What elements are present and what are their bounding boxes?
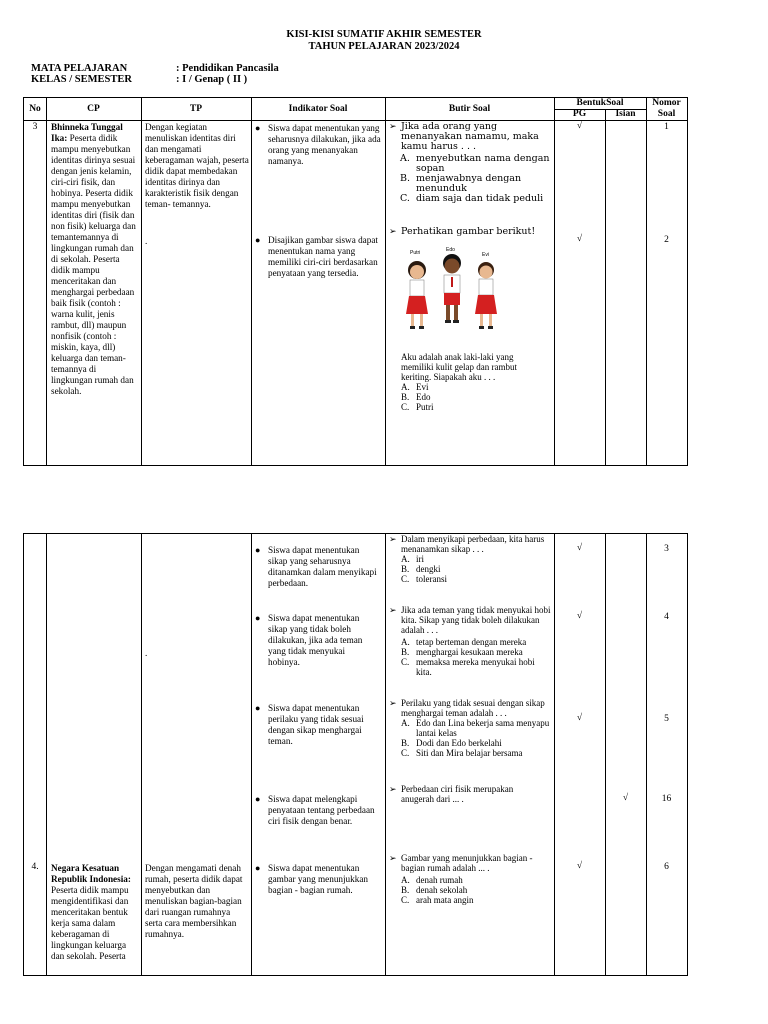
tp-text: Dengan kegiatan menuliskan identitas diri dan mengamati keberagaman wajah, peserta didik dapat membedakan identitas dirinya dan karakteristik fisik dengan teman- temannya. — [145, 122, 249, 209]
kisi-kisi-table-page1 — [23, 97, 688, 466]
indikator-3-text: Siswa dapat menentukan sikap yang seharusnya ditanamkan dalam menyikapi perbedaan. — [268, 545, 377, 588]
cp-cell-4 — [51, 863, 137, 962]
cp-title-4: Negara Kesatuan Republik Indonesia: — [51, 863, 131, 884]
children-illustration — [402, 246, 502, 338]
question-6-option-a: A. denah rumah — [401, 875, 463, 885]
question-3-stem-text: Dalam menyikapi perbedaan, kita harus menanamkan sikap . . . — [401, 534, 545, 554]
indikator-3: ● Siswa dapat menentukan sikap yang seharusnya ditanamkan dalam menyikapi perbedaan. — [255, 545, 377, 588]
indikator-2-text: Disajikan gambar siswa dapat menentukan nama yang memiliki ciri-ciri berdasarkan penyataan yang tersedia. — [268, 235, 378, 278]
indikator-16-text: Siswa dapat melengkapi penyataan tentang perbedaan ciri fisik dengan benar. — [268, 794, 375, 826]
indikator-1-text: Siswa dapat menentukan yang seharusnya dilakukan, jika ada orang yang menanyakan namanya. — [268, 123, 381, 166]
question-5-option-b: B. Dodi dan Edo berkelahi — [401, 738, 502, 748]
q3-nomor: 3 — [664, 544, 669, 554]
tp-dot-2: . — [145, 648, 148, 658]
q4-nomor: 4 — [664, 612, 669, 622]
question-2-stem-text: Perhatikan gambar berikut! — [401, 226, 536, 237]
question-1-option-c: C. diam saja dan tidak peduli — [400, 193, 544, 204]
question-5-stem: ➢ Perilaku yang tidak sesuai dengan sikap menghargai teman adalah . . . — [389, 698, 545, 718]
col-header-nomor — [646, 98, 687, 120]
question-6-stem: ➢ Gambar yang menunjukkan bagian - bagian rumah adalah ... . — [389, 853, 533, 873]
class-label: KELAS / SEMESTER — [31, 74, 132, 85]
q5-nomor: 5 — [664, 714, 669, 724]
question-5-option-a: A. Edo dan Lina bekerja sama menyapu lantai kelas — [401, 718, 550, 738]
question-4-option-c: C. memaksa mereka menyukai hobi kita. — [401, 657, 535, 677]
indikator-4: ● Siswa dapat menentukan sikap yang tidak boleh dilakukan, jika ada teman yang tidak menyukai hobinya. — [255, 613, 363, 667]
question-4-option-b: B. menghargai kesukaan mereka — [401, 647, 523, 657]
question-3-option-b: B. dengki — [401, 564, 441, 574]
q6-pg-check: √ — [576, 861, 583, 871]
subject-label: MATA PELAJARAN — [31, 63, 128, 74]
question-3-option-a: A. iri — [401, 554, 424, 564]
question-3-option-c: C. toleransi — [401, 574, 447, 584]
q3-pg-check: √ — [576, 543, 583, 553]
document-subtitle: TAHUN PELAJARAN 2023/2024 — [308, 41, 460, 52]
cp-title: Bhinneka Tunggal Ika: — [51, 122, 123, 143]
question-6-stem-text: Gambar yang menunjukkan bagian - bagian rumah adalah ... . — [401, 853, 533, 873]
col-header-pg: PG — [572, 109, 587, 119]
question-6-option-b: B. denah sekolah — [401, 885, 468, 895]
indikator-6: ● Siswa dapat menentukan gambar yang menunjukkan bagian - bagian rumah. — [255, 863, 369, 895]
question-3-stem: ➢ Dalam menyikapi perbedaan, kita harus menanamkan sikap . . . — [389, 534, 545, 554]
question-4-stem-text: Jika ada teman yang tidak menyukai hobi kita. Sikap yang tidak boleh dilakukan adalah . . . — [401, 605, 551, 635]
kisi-kisi-table-page2 — [23, 533, 688, 976]
col-header-no: No — [29, 104, 41, 114]
col-header-nomor-line1: Nomor — [652, 98, 681, 108]
col-header-bentuk: BentukSoal — [576, 98, 624, 108]
question-4-options — [401, 637, 551, 677]
question-4-option-a: A. tetap berteman dengan mereka — [401, 637, 527, 647]
indikator-16: ● Siswa dapat melengkapi penyataan tentang perbedaan ciri fisik dengan benar. — [255, 794, 375, 826]
cp-description: Peserta didik mampu menyebutkan identitas dirinya sesuai dengan jenis kelamin, ciri-ciri fisik, dan hobinya. Peserta didik mampu menyebutkan identitas diri (fisik dan non fisik) keluarga dan temantemannya di lingkungan rumah dan di sekolah. Peserta didik mampu menceritakan dan menghargai perbedaan baik fisik (contoh : warna kulit, jenis rambut, dll) maupun nonfisik (contoh : miskin, kaya, dll) keluarga dan teman-temannya di lingkungan rumah dan sekolah. — [51, 133, 136, 396]
question-1-options — [400, 154, 550, 204]
q2-nomor: 2 — [664, 235, 669, 245]
q5-pg-check: √ — [576, 713, 583, 723]
question-6-option-c: C. arah mata angin — [401, 895, 474, 905]
col-header-tp: TP — [189, 104, 203, 114]
question-2-stem: ➢ Perhatikan gambar berikut! — [389, 226, 536, 237]
col-header-nomor-line2: Soal — [657, 109, 676, 119]
tp-dot: . — [145, 236, 148, 246]
question-1-option-a: A. menyebutkan nama dengan sopan — [400, 153, 550, 174]
child-evi-figure — [475, 262, 497, 329]
question-2-option-b: B. Edo — [401, 392, 431, 402]
question-6-options — [401, 875, 551, 905]
row-number: 3 — [32, 122, 38, 132]
child-name-evi: Evi — [482, 252, 489, 258]
question-2-option-c: C. Putri — [401, 402, 434, 412]
question-5-stem-text: Perilaku yang tidak sesuai dengan sikap menghargai teman adalah . . . — [401, 698, 545, 718]
q16-nomor: 16 — [661, 794, 672, 804]
q1-pg-check: √ — [576, 121, 583, 131]
question-1-stem: ➢ Jika ada orang yang menanyakan namamu, maka kamu harus . . . — [389, 121, 539, 152]
tp-text-4: Dengan mengamati denah rumah, peserta didik dapat menyebutkan dan menuliskan bagian-bagian dari ruangan rumahnya serta cara membersihkan rumahnya. — [145, 863, 243, 939]
child-edo-figure — [443, 254, 461, 323]
question-3-options — [401, 554, 551, 584]
indikator-2: ● Disajikan gambar siswa dapat menentukan nama yang memiliki ciri-ciri berdasarkan penyataan yang tersedia. — [255, 235, 378, 278]
question-2-option-a: A. Evi — [401, 382, 429, 392]
q6-nomor: 6 — [664, 862, 669, 872]
question-2-options — [401, 382, 541, 412]
indikator-6-text: Siswa dapat menentukan gambar yang menunjukkan bagian - bagian rumah. — [268, 863, 369, 895]
q2-pg-check: √ — [576, 234, 583, 244]
indikator-5-text: Siswa dapat menentukan perilaku yang tidak sesuai dengan sikap menghargai teman. — [268, 703, 364, 746]
child-name-edo: Edo — [446, 247, 455, 253]
col-header-indikator: Indikator Soal — [288, 104, 348, 114]
indikator-5: ● Siswa dapat menentukan perilaku yang tidak sesuai dengan sikap menghargai teman. — [255, 703, 364, 746]
q4-pg-check: √ — [576, 611, 583, 621]
class-value: : I / Genap ( II ) — [176, 74, 248, 85]
indikator-1: ● Siswa dapat menentukan yang seharusnya dilakukan, jika ada orang yang menanyakan namanya. — [255, 123, 381, 166]
question-5-option-c: C. Siti dan Mira belajar bersama — [401, 748, 523, 758]
col-header-butir: Butir Soal — [448, 104, 491, 114]
indikator-4-text: Siswa dapat menentukan sikap yang tidak boleh dilakukan, jika ada teman yang tidak menyukai hobinya. — [268, 613, 363, 667]
col-header-isian: Isian — [615, 109, 636, 119]
question-2-text: Aku adalah anak laki-laki yang memiliki kulit gelap dan rambut keriting. Siapakah aku . . . — [401, 352, 517, 382]
question-16-stem-text: Perbedaan ciri fisik merupakan anugerah dari ... . — [401, 784, 514, 804]
child-putri-figure — [406, 261, 428, 329]
question-16-stem: ➢ Perbedaan ciri fisik merupakan anugerah dari ... . — [389, 784, 514, 804]
row-number-4: 4. — [31, 862, 39, 872]
question-4-stem: ➢ Jika ada teman yang tidak menyukai hobi kita. Sikap yang tidak boleh dilakukan adalah . . . — [389, 605, 551, 635]
child-name-putri: Putri — [410, 250, 421, 256]
subject-value: : Pendidikan Pancasila — [176, 63, 279, 74]
q16-isian-check: √ — [622, 793, 629, 803]
col-header-cp: CP — [87, 104, 100, 114]
question-1-stem-text: Jika ada orang yang menanyakan namamu, maka kamu harus . . . — [401, 121, 539, 152]
cp-cell — [51, 122, 137, 397]
question-5-options — [401, 718, 551, 758]
document-title: KISI-KISI SUMATIF AKHIR SEMESTER — [286, 29, 482, 40]
question-1-option-b: B. menjawabnya dengan menunduk — [400, 173, 522, 194]
q1-nomor: 1 — [664, 122, 669, 132]
cp-description-4: Peserta didik mampu mengidentifikasi dan menceritakan bentuk kerja sama dalam keberagaman di lingkungan keluarga dan sekolah. Peserta — [51, 885, 129, 961]
